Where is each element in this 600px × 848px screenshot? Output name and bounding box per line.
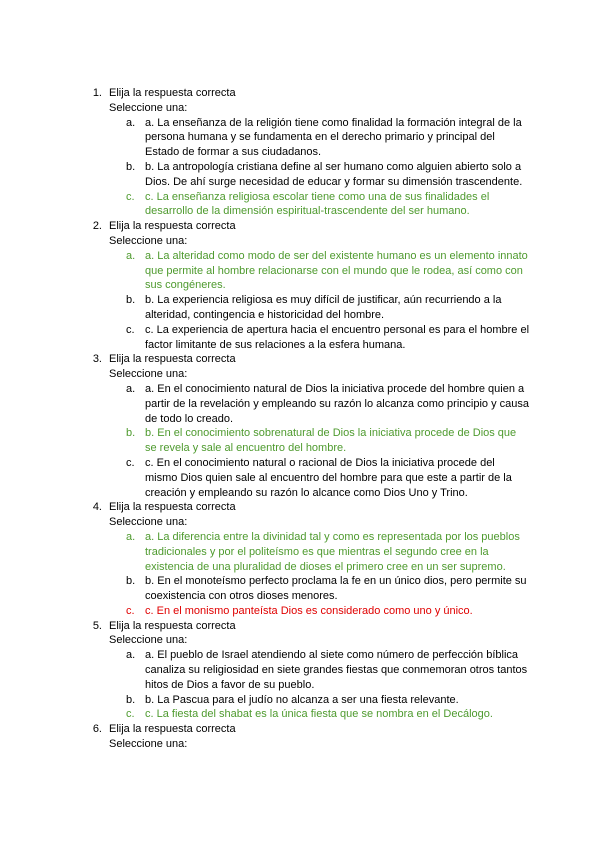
option-text: c. La experiencia de apertura hacia el encuentro personal es para el hombre el factor limitante de sus relaciones a la esfera humana. bbox=[145, 323, 530, 351]
option-letter: c. bbox=[126, 190, 135, 203]
option-letter: a. bbox=[126, 116, 136, 129]
quiz-document bbox=[0, 86, 600, 752]
option-letter: c. bbox=[126, 604, 135, 617]
option-text: a. La alteridad como modo de ser del existente humano es un elemento innato que permite al hombre relacionarse con el mundo que le rodea, así como con sus congéneres. bbox=[145, 249, 528, 292]
answer-option-3 bbox=[126, 604, 530, 619]
option-text: b. La experiencia religiosa es muy difícil de justificar, aún recurriendo a la alteridad, contingencia e historicidad del hombre. bbox=[145, 294, 502, 321]
option-letter: c. bbox=[126, 708, 135, 721]
answer-option-3 bbox=[126, 190, 530, 220]
option-letter: a. bbox=[126, 649, 136, 662]
answer-option-2 bbox=[126, 574, 530, 604]
question-4 bbox=[0, 500, 600, 618]
option-letter: a. bbox=[126, 382, 136, 395]
question-number: 3. bbox=[92, 353, 102, 366]
option-letter: a. bbox=[126, 530, 136, 543]
answer-option-3 bbox=[126, 456, 530, 500]
option-letter: a. bbox=[126, 249, 136, 262]
option-text: c. En el conocimiento natural o racional de Dios la iniciativa procede del mismo Dios quien sale al encuentro del hombre para que este a partir de la creación y empleando su razón lo alcance como Dios Uno y Trino. bbox=[145, 456, 512, 499]
question-5 bbox=[0, 619, 600, 723]
question-6 bbox=[0, 722, 600, 752]
question-1 bbox=[0, 86, 600, 219]
question-instruction: Seleccione una: bbox=[109, 101, 188, 114]
question-title: Elija la respuesta correcta bbox=[109, 220, 236, 233]
question-number: 5. bbox=[92, 619, 102, 632]
question-title: Elija la respuesta correcta bbox=[109, 501, 236, 514]
answer-option-1 bbox=[126, 116, 530, 160]
option-text: c. La fiesta del shabat es la única fiesta que se nombra en el Decálogo. bbox=[145, 708, 493, 721]
question-title: Elija la respuesta correcta bbox=[109, 723, 236, 736]
answer-option-1 bbox=[126, 530, 530, 574]
answer-option-2 bbox=[126, 693, 530, 708]
question-title: Elija la respuesta correcta bbox=[109, 87, 236, 99]
answer-option-1 bbox=[126, 249, 530, 293]
question-instruction: Seleccione una: bbox=[109, 234, 188, 247]
question-instruction: Seleccione una: bbox=[109, 516, 188, 529]
option-text: b. En el conocimiento sobrenatural de Dios la iniciativa procede de Dios que se revela y sale al encuentro del hombre. bbox=[145, 427, 517, 455]
option-text: c. En el monismo panteísta Dios es considerado como uno y único. bbox=[145, 604, 473, 617]
answer-option-2 bbox=[126, 160, 530, 190]
answer-option-1 bbox=[126, 648, 530, 692]
answer-option-2 bbox=[126, 426, 530, 456]
answer-option-3 bbox=[126, 323, 530, 353]
question-title: Elija la respuesta correcta bbox=[109, 353, 236, 366]
option-text: b. En el monoteísmo perfecto proclama la fe en un único dios, pero permite su coexistencia con otros dioses menores. bbox=[145, 575, 527, 603]
option-letter: b. bbox=[126, 575, 136, 588]
option-text: b. La Pascua para el judío no alcanza a ser una fiesta relevante. bbox=[145, 693, 459, 706]
option-letter: c. bbox=[126, 456, 135, 469]
option-text: b. La antropología cristiana define al ser humano como alguien abierto solo a Dios. De ahí surge necesidad de educar y formar su dimensión trascendente. bbox=[145, 160, 523, 188]
option-text: a. El pueblo de Israel atendiendo al siete como número de perfección bíblica canaliza su religiosidad en siete grandes fiestas que conmemoran otros tantos hitos de Dios a favor de su pueblo. bbox=[145, 649, 528, 691]
option-letter: b. bbox=[126, 160, 136, 173]
option-letter: c. bbox=[126, 323, 135, 336]
answer-option-1 bbox=[126, 382, 530, 426]
question-2 bbox=[0, 219, 600, 352]
question-number: 1. bbox=[92, 87, 102, 99]
answer-option-2 bbox=[126, 293, 530, 323]
question-instruction: Seleccione una: bbox=[109, 634, 188, 647]
option-letter: b. bbox=[126, 427, 136, 440]
question-title: Elija la respuesta correcta bbox=[109, 619, 236, 632]
question-instruction: Seleccione una: bbox=[109, 368, 188, 381]
question-3 bbox=[0, 352, 600, 500]
question-number: 6. bbox=[92, 723, 102, 736]
question-instruction: Seleccione una: bbox=[109, 738, 188, 751]
answer-option-3 bbox=[126, 707, 530, 722]
option-text: c. La enseñanza religiosa escolar tiene como una de sus finalidades el desarrollo de la dimensión espiritual-trascendente del ser humano. bbox=[145, 190, 490, 218]
option-text: a. La enseñanza de la religión tiene como finalidad la formación integral de la persona humana y se fundamenta en el derecho primario y principal del Estado de formar a sus ciudadanos. bbox=[145, 116, 522, 159]
option-letter: b. bbox=[126, 294, 136, 307]
option-text: a. La diferencia entre la divinidad tal y como es representada por los pueblos tradicionales y por el politeísmo es que mientras el segundo cree en la existencia de una pluralidad de dioses el primero cree en un ser supremo. bbox=[145, 530, 520, 573]
question-number: 4. bbox=[92, 501, 102, 514]
option-text: a. En el conocimiento natural de Dios la iniciativa procede del hombre quien a partir de la revelación y empleando su razón lo alcanza como principio y causa de todo lo creado. bbox=[145, 382, 529, 425]
question-number: 2. bbox=[92, 220, 102, 233]
option-letter: b. bbox=[126, 693, 136, 706]
